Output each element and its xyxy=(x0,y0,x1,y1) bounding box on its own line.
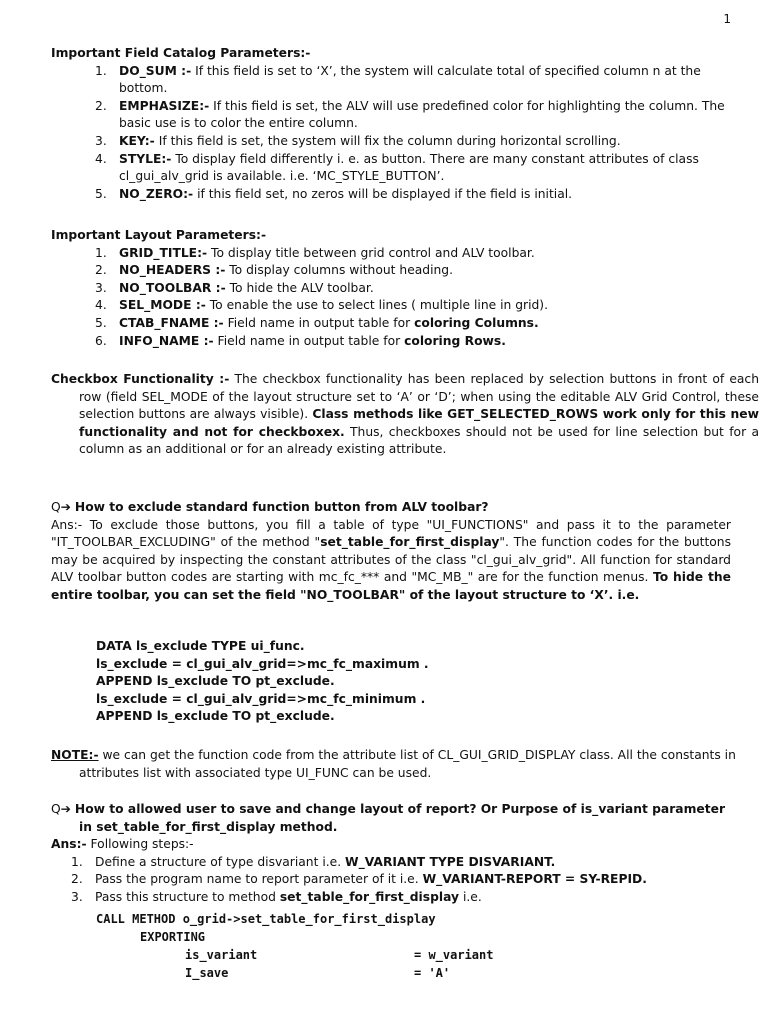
list-item xyxy=(51,133,731,151)
item-number: 4. xyxy=(95,151,107,166)
code-block-1 xyxy=(51,638,768,726)
item-number: 2. xyxy=(71,872,83,887)
answer-1 xyxy=(51,517,731,605)
list-item xyxy=(51,63,731,98)
field-catalog-heading: Important Field Catalog Parameters:- xyxy=(51,46,311,60)
item-number: 3. xyxy=(71,889,83,904)
question-text: How to exclude standard function button from ALV toolbar? xyxy=(74,500,489,514)
item-term: KEY:- xyxy=(119,133,155,148)
list-item xyxy=(27,854,731,872)
item-bold: W_VARIANT-REPORT = SY-REPID. xyxy=(422,872,647,887)
list-item xyxy=(51,315,731,333)
item-text: If this field is set, the system will fix the column during horizontal scrolling. xyxy=(154,133,621,148)
list-item xyxy=(51,186,731,204)
answer-text: Following steps:- xyxy=(86,837,194,852)
layout-list xyxy=(51,245,731,351)
item-text: If this field is set, the ALV will use predefined color for highlighting the column. The basic use is to color the entire column. xyxy=(119,98,725,131)
item-text: Field name in output table for xyxy=(223,315,415,330)
item-number: 5. xyxy=(95,186,107,201)
code-line: DATA ls_exclude TYPE ui_func. xyxy=(96,639,305,653)
item-term: SEL_MODE :- xyxy=(119,298,206,313)
checkbox-bold-text: Class methods like GET_SELECTED_ROWS work only for this new functionality and not for checkboxex. xyxy=(79,407,759,439)
item-term: INFO_NAME :- xyxy=(119,333,214,348)
item-bold: set_table_for_first_display xyxy=(279,889,460,904)
answer-2 xyxy=(51,836,731,854)
code-value: = w_variant xyxy=(414,948,494,962)
question-prefix: Q➔ xyxy=(51,802,75,816)
item-number: 1. xyxy=(95,245,107,260)
item-text: To display field differently i. e. as button. There are many constant attributes of class cl_gui_alv_grid is available. i.e. ‘MC_STYLE_BUTTON’. xyxy=(119,151,699,184)
item-number: 2. xyxy=(95,263,107,278)
item-term: NO_TOOLBAR :- xyxy=(119,280,226,295)
item-number: 6. xyxy=(95,333,107,348)
item-number: 3. xyxy=(95,280,107,295)
code-param: is_variant xyxy=(185,948,258,962)
item-text: if this field set, no zeros will be displayed if the field is initial. xyxy=(193,186,573,201)
list-item xyxy=(51,280,731,298)
item-number: 1. xyxy=(71,854,83,869)
code-exporting: EXPORTING xyxy=(140,930,206,944)
item-term: GRID_TITLE:- xyxy=(119,245,208,260)
list-item xyxy=(51,98,731,133)
item-number: 2. xyxy=(95,98,107,113)
item-text: To display columns without heading. xyxy=(225,263,454,278)
code-param: I_save xyxy=(185,966,229,980)
code-line: APPEND ls_exclude TO pt_exclude. xyxy=(96,674,335,689)
code-line: ls_exclude = cl_gui_alv_grid=>mc_fc_maximum . xyxy=(96,656,429,671)
question-2-section xyxy=(51,801,731,907)
code-value: = 'A' xyxy=(414,966,451,980)
item-tail: coloring Columns. xyxy=(414,315,539,330)
question-text: How to allowed user to save and change layout of report? Or Purpose of is_variant parameter in set_table_for_first_display method. xyxy=(74,802,726,834)
item-number: 3. xyxy=(95,133,107,148)
item-number: 1. xyxy=(95,63,107,78)
item-text: Field name in output table for xyxy=(213,333,405,348)
field-catalog-list xyxy=(51,63,731,204)
item-text: Pass the program name to report parameter of it i.e. xyxy=(95,872,423,887)
note-label: NOTE:- xyxy=(51,748,99,762)
layout-heading: Important Layout Parameters:- xyxy=(51,228,267,242)
item-tail: i.e. xyxy=(459,889,482,904)
list-item xyxy=(51,297,731,315)
question-prefix: Q➔ xyxy=(51,500,75,514)
answer-text-cont: ". The function codes for the buttons may be acquired by inspecting the constant attributes of the class "cl_gui_alv_grid". All function for standard ALV toolbar button codes are starting with mc_fc_*** and "MC_MB_" are for the function menus. xyxy=(51,535,731,585)
question-1 xyxy=(51,499,731,517)
item-bold: W_VARIANT TYPE DISVARIANT. xyxy=(345,854,556,869)
item-tail: coloring Rows. xyxy=(404,333,506,348)
item-term: STYLE:- xyxy=(119,151,172,166)
code-line: APPEND ls_exclude TO pt_exclude. xyxy=(96,709,335,724)
code-line: CALL METHOD o_grid->set_table_for_first_display xyxy=(96,912,436,926)
item-text: Define a structure of type disvariant i.e. xyxy=(95,854,346,869)
answer-label: Ans:- xyxy=(51,837,87,852)
checkbox-text: The checkbox functionality has been replaced by selection buttons in front of each row (field SEL_MODE of the layout structure set to ‘A’ or ‘D’; when using the editable ALV Grid Control, these selection buttons are always visible). xyxy=(79,372,759,422)
code-line: ls_exclude = cl_gui_alv_grid=>mc_fc_minimum . xyxy=(96,691,426,706)
note-paragraph xyxy=(51,747,759,782)
item-text: To display title between grid control and ALV toolbar. xyxy=(207,245,535,260)
item-term: DO_SUM :- xyxy=(119,63,192,78)
list-item xyxy=(27,871,731,889)
item-term: NO_ZERO:- xyxy=(119,186,194,201)
item-text: To hide the ALV toolbar. xyxy=(225,280,374,295)
field-catalog-section xyxy=(51,45,731,203)
list-item xyxy=(51,151,731,186)
list-item xyxy=(51,333,731,351)
steps-list xyxy=(27,854,731,907)
item-text: Pass this structure to method xyxy=(95,889,280,904)
item-term: NO_HEADERS :- xyxy=(119,263,226,278)
layout-section xyxy=(51,227,731,350)
item-term: EMPHASIZE:- xyxy=(119,98,210,113)
note-text: we can get the function code from the attribute list of CL_GUI_GRID_DISPLAY class. All the constants in attributes list with associated type UI_FUNC can be used. xyxy=(79,748,736,780)
page-number: 1 xyxy=(723,12,731,26)
code-block-2 xyxy=(96,910,436,928)
checkbox-text-end: Thus, checkboxes should not be used for line selection but for a column as an additional or for an already existing attribute. xyxy=(79,424,759,457)
list-item xyxy=(27,889,731,907)
item-number: 5. xyxy=(95,315,107,330)
item-number: 4. xyxy=(95,298,107,313)
list-item xyxy=(51,245,731,263)
item-term: CTAB_FNAME :- xyxy=(119,315,224,330)
question-1-section xyxy=(51,499,731,605)
item-text: To enable the use to select lines ( multiple line in grid). xyxy=(205,298,549,313)
answer-method: set_table_for_first_display xyxy=(320,535,500,550)
checkbox-term: Checkbox Functionality :- xyxy=(51,372,230,386)
list-item xyxy=(51,262,731,280)
item-text: If this field is set to ‘X’, the system will calculate total of specified column n at the bottom. xyxy=(119,63,701,96)
answer-bold-text: To hide the entire toolbar, you can set the field "NO_TOOLBAR" of the layout structure to ‘X’. i.e. xyxy=(51,570,731,602)
answer-text: Ans:- To exclude those buttons, you fill a table of type "UI_FUNCTIONS" and pass it to the parameter "IT_TOOLBAR_EXCLUDING" of the method " xyxy=(51,517,731,550)
question-2 xyxy=(51,801,731,836)
checkbox-paragraph xyxy=(51,371,759,459)
